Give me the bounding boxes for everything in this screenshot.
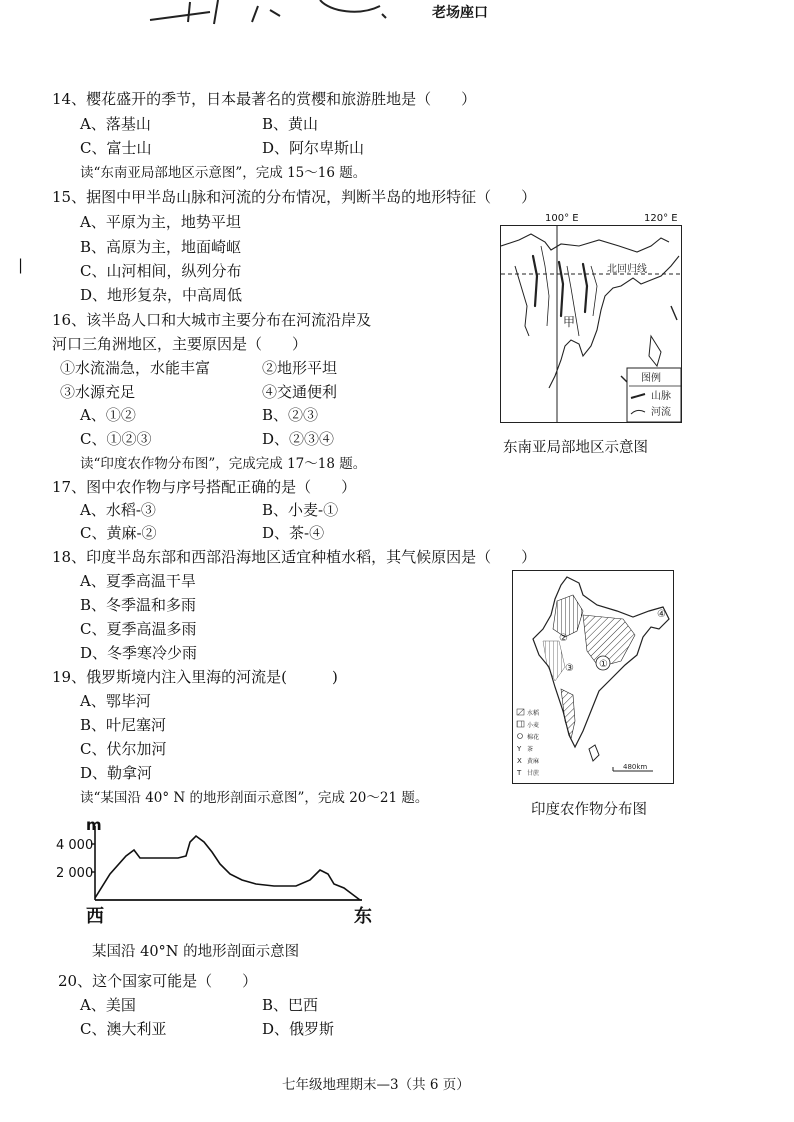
sea-map-tropic-label: 北回归线 <box>607 264 647 275</box>
india-map-label-3: ③ <box>565 663 574 674</box>
reading-note-15-16: 读“东南亚局部地区示意图”，完成 15～16 题。 <box>80 165 367 181</box>
question-18-option-c: C、夏季高温多雨 <box>80 620 197 638</box>
question-19-option-c: C、伏尔加河 <box>80 740 167 758</box>
question-16-stem-line2: 河口三角洲地区，主要原因是（ ） <box>52 335 308 353</box>
sea-map-legend-river: 河流 <box>651 407 671 418</box>
question-14-option-d: D、阿尔卑斯山 <box>262 139 365 157</box>
india-crop-map-graphic <box>513 571 673 783</box>
question-17-option-d: D、茶-④ <box>262 524 325 542</box>
sea-map-lon-right: 120° E <box>644 213 678 224</box>
question-14-option-b: B、黄山 <box>262 115 319 133</box>
question-20-option-b: B、巴西 <box>262 996 319 1014</box>
question-20-option-c: C、澳大利亚 <box>80 1020 167 1038</box>
question-17-option-c: C、黄麻-② <box>80 524 157 542</box>
question-15-option-b: B、高原为主，地面崎岖 <box>80 238 242 256</box>
svg-text:T: T <box>517 769 522 777</box>
india-map-caption: 印度农作物分布图 <box>531 802 647 818</box>
question-19-option-a: A、鄂毕河 <box>80 692 151 710</box>
reading-note-17-18: 读“印度农作物分布图”，完成完成 17～18 题。 <box>80 456 367 472</box>
question-16-statement-4: ④交通便利 <box>262 383 338 401</box>
question-20-option-a: A、美国 <box>80 996 136 1014</box>
profile-west-label: 西 <box>86 906 104 927</box>
india-map-label-1: ① <box>599 659 608 670</box>
question-14-stem: 14、樱花盛开的季节，日本最著名的赏樱和旅游胜地是（ ） <box>52 90 477 108</box>
question-15-stem: 15、据图中甲半岛山脉和河流的分布情况，判断半岛的地形特征（ ） <box>52 188 537 206</box>
india-legend-cotton: 棉花 <box>527 734 540 741</box>
page-footer: 七年级地理期末—3（共 6 页） <box>282 1077 470 1093</box>
sea-map-legend-mountain: 山脉 <box>651 391 671 402</box>
profile-caption: 某国沿 40°N 的地形剖面示意图 <box>92 944 300 960</box>
india-legend-wheat: 小麦 <box>527 722 540 729</box>
india-map-scale: 480km <box>623 763 648 771</box>
question-18-option-a: A、夏季高温干旱 <box>80 572 196 590</box>
profile-unit: m <box>86 816 102 834</box>
question-20-option-d: D、俄罗斯 <box>262 1020 335 1038</box>
india-legend-jute: 黄麻 <box>527 758 540 765</box>
sea-map-peninsula-label: 甲 <box>563 315 576 329</box>
question-15-option-d: D、地形复杂，中高周低 <box>80 286 243 304</box>
india-legend-sugarcane: 甘蔗 <box>527 770 540 777</box>
southeast-asia-map-graphic <box>501 226 681 422</box>
question-14-option-c: C、富士山 <box>80 139 152 157</box>
india-legend-rice: 水稻 <box>527 710 540 717</box>
profile-y-label-4000: 4 000 <box>56 838 94 853</box>
question-17-option-a: A、水稻-③ <box>80 501 156 519</box>
svg-text:X: X <box>517 757 522 765</box>
question-16-option-b: B、②③ <box>262 406 319 424</box>
question-16-option-d: D、②③④ <box>262 430 335 448</box>
question-15-option-c: C、山河相间，纵列分布 <box>80 262 242 280</box>
profile-east-label: 东 <box>354 906 372 927</box>
question-16-statement-1: ①水流湍急，水能丰富 <box>60 359 211 377</box>
question-15-option-a: A、平原为主，地势平坦 <box>80 213 241 231</box>
question-19-stem: 19、俄罗斯境内注入里海的河流是( ) <box>52 668 338 686</box>
sea-map-caption: 东南亚局部地区示意图 <box>503 440 648 456</box>
sea-map-legend-title: 图例 <box>641 373 661 384</box>
question-19-option-b: B、叶尼塞河 <box>80 716 167 734</box>
india-crop-map <box>512 570 674 784</box>
svg-text:Y: Y <box>517 745 522 753</box>
question-17-option-b: B、小麦-① <box>262 501 339 519</box>
header-stamp-text: 老场座口 <box>432 5 488 21</box>
india-legend-tea: 茶 <box>527 746 534 753</box>
profile-y-label-2000: 2 000 <box>56 866 94 881</box>
question-16-statement-3: ③水源充足 <box>60 383 136 401</box>
question-16-option-c: C、①②③ <box>80 430 152 448</box>
southeast-asia-map <box>500 225 682 423</box>
question-18-option-b: B、冬季温和多雨 <box>80 596 197 614</box>
question-18-stem: 18、印度半岛东部和西部沿海地区适宜种植水稻，其气候原因是（ ） <box>52 548 537 566</box>
question-14-option-a: A、落基山 <box>80 115 151 133</box>
question-19-option-d: D、勒拿河 <box>80 764 153 782</box>
india-map-label-4: ④ <box>657 609 666 620</box>
question-16-stem-line1: 16、该半岛人口和大城市主要分布在河流沿岸及 <box>52 311 372 329</box>
sea-map-lon-left: 100° E <box>545 213 579 224</box>
reading-note-20-21: 读“某国沿 40° N 的地形剖面示意图”，完成 20～21 题。 <box>80 790 429 806</box>
question-20-stem: 20、这个国家可能是（ ） <box>58 972 258 990</box>
question-17-stem: 17、图中农作物与序号搭配正确的是（ ） <box>52 478 357 496</box>
margin-mark: | <box>18 256 24 274</box>
question-18-option-d: D、冬季寒冷少雨 <box>80 644 198 662</box>
question-16-statement-2: ②地形平坦 <box>262 359 338 377</box>
india-map-label-2: ② <box>559 633 568 644</box>
question-16-option-a: A、①② <box>80 406 136 424</box>
